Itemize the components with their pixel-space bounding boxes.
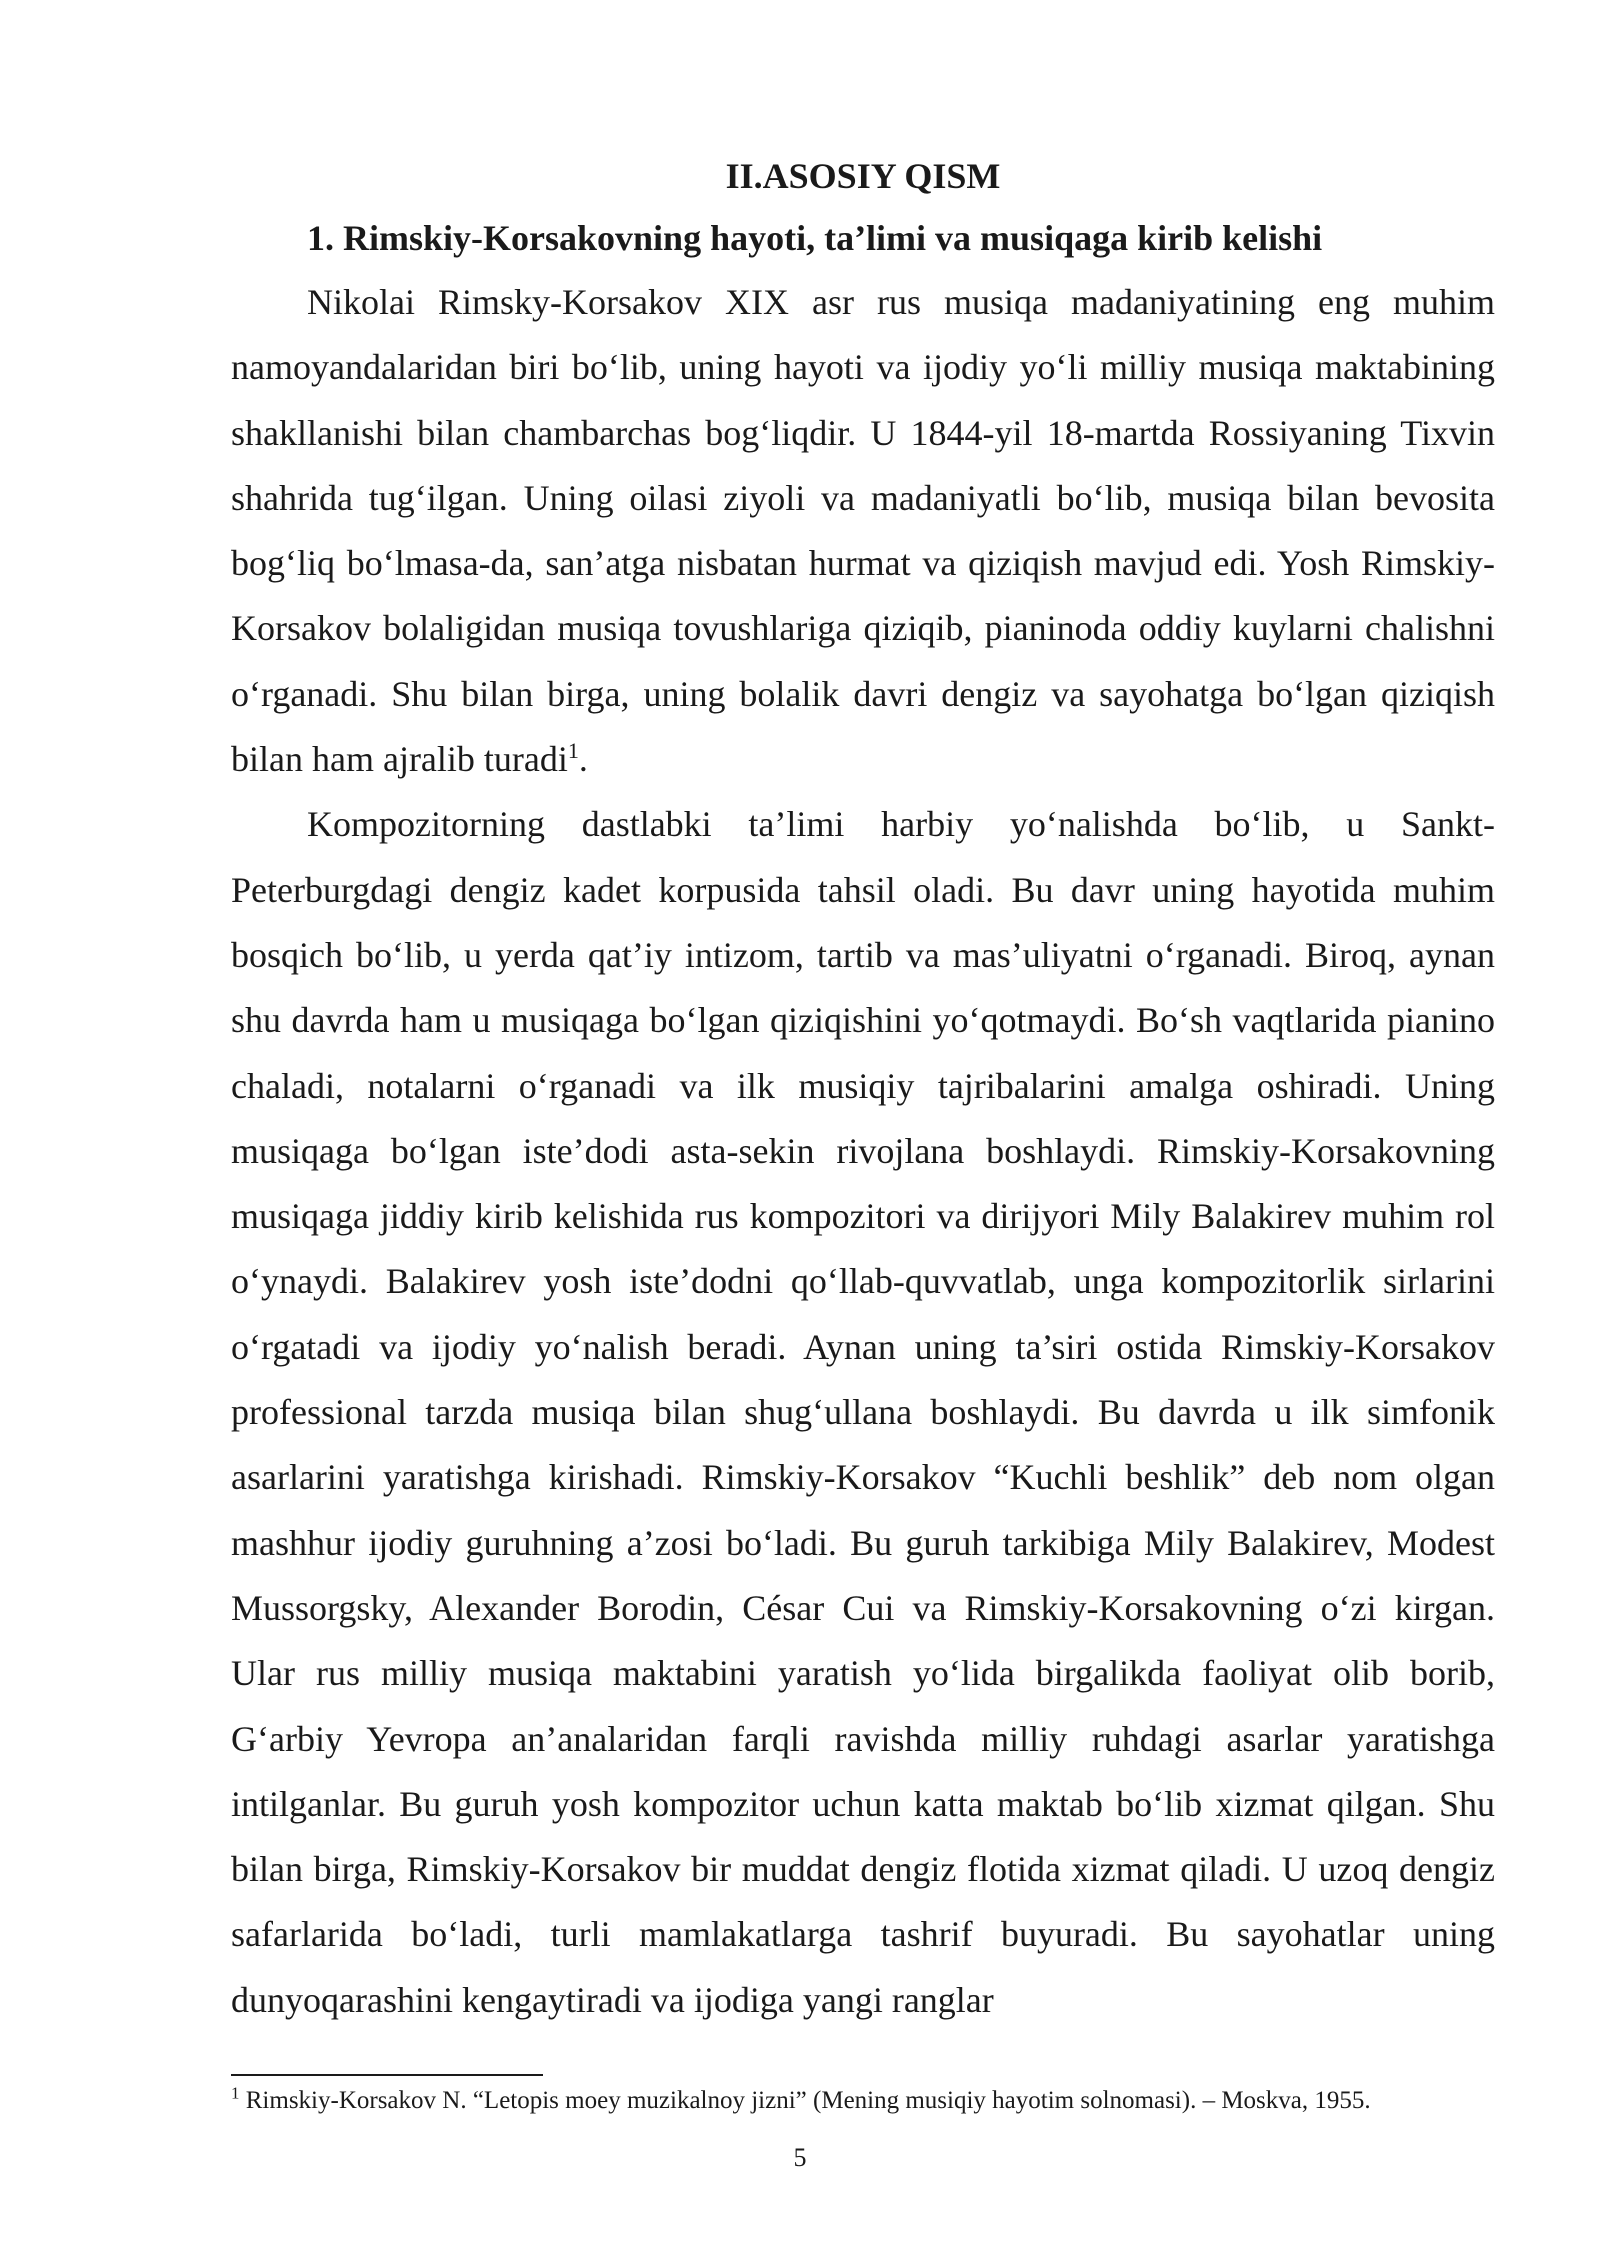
- footnote: [231, 2083, 1495, 2119]
- paragraph-1-end: .: [578, 739, 588, 780]
- section-title: II.ASOSIY QISM: [725, 156, 1001, 196]
- page-number: 5: [793, 2143, 807, 2172]
- footnote-separator: [231, 2074, 543, 2076]
- paragraph-1: [231, 270, 1495, 792]
- paragraph-2: Kompozitorning dastlabki ta’limi harbiy yo‘nalishda bo‘lib, u Sankt-Peterburgdagi dengiz kadet korpusida tahsil oladi. Bu davr uning hayotida muhim bosqich bo‘lib, u yerda qat’iy intizom, tartib va mas’uliyatni o‘rganadi. Biroq, aynan shu davrda ham u musiqaga bo‘lgan qiziqishini yo‘qotmaydi. Bo‘sh vaqtlarida pianino chaladi, notalarni o‘rganadi va ilk musiqiy tajribalarini amalga oshiradi. Uning musiqaga bo‘lgan iste’dodi asta-sekin rivojlana boshlaydi. Rimskiy-Korsakovning musiqaga jiddiy kirib kelishida rus kompozitori va dirijyori Mily Balakirev muhim rol o‘ynaydi. Balakirev yosh iste’dodni qo‘llab-quvvatlab, unga kompozitorlik sirlarini o‘rgatadi va ijodiy yo‘nalish beradi. Aynan uning ta’siri ostida Rimskiy-Korsakov professional tarzda musiqa bilan shug‘ullana boshlaydi. Bu davrda u ilk simfonik asarlarini yaratishga kirishadi. Rimskiy-Korsakov “Kuchli beshlik” deb nom olgan mashhur ijodiy guruhning a’zosi bo‘ladi. Bu guruh tarkibiga Mily Balakirev, Modest Mussorgsky, Alexander Borodin, César Cui va Rimskiy-Korsakovning o‘zi kirgan. Ular rus milliy musiqa maktabini yaratish yo‘lida birgalikda faoliyat olib borib, G‘arbiy Yevropa an’analaridan farqli ravishda milliy ruhdagi asarlar yaratishga intilganlar. Bu guruh yosh kompozitor uchun katta maktab bo‘lib xizmat qilgan. Shu bilan birga, Rimskiy-Korsakov bir muddat dengiz flotida xizmat qiladi. U uzoq dengiz safarlarida bo‘ladi, turli mamlakatlarga tashrif buyuradi. Bu sayohatlar uning dunyoqarashini kengaytiradi va ijodiga yangi ranglar: [231, 804, 1495, 2020]
- footnote-text: Rimskiy-Korsakov N. “Letopis moey muzikalnoy jizni” (Mening musiqiy hayotim solnomasi). – Moskva, 1955.: [239, 2087, 1371, 2114]
- footnote-number: 1: [231, 2083, 240, 2103]
- body-text-area: [231, 146, 1495, 2033]
- footnote-reference[interactable]: 1: [567, 738, 579, 764]
- chapter-title: 1. Rimskiy-Korsakovning hayoti, ta’limi va musiqaga kirib kelishi: [307, 218, 1323, 258]
- paragraph-1-text: Nikolai Rimsky-Korsakov XIX asr rus musiqa madaniyatining eng muhim namoyandalaridan biri bo‘lib, uning hayoti va ijodiy yo‘li milliy musiqa maktabining shakllanishi bilan chambarchas bog‘liqdir. U 1844-yil 18-martda Rossiyaning Tixvin shahrida tug‘ilgan. Uning oilasi ziyoli va madaniyatli bo‘lib, musiqa bilan bevosita bog‘liq bo‘lmasa-da, san’atga nisbatan hurmat va qiziqish mavjud edi. Yosh Rimskiy-Korsakov bolaligidan musiqa tovushlariga qiziqib, pianinoda oddiy kuylarni chalishni o‘rganadi. Shu bilan birga, uning bolalik davri dengiz va sayohatga bo‘lgan qiziqish bilan ham ajralib turadi: [231, 282, 1495, 780]
